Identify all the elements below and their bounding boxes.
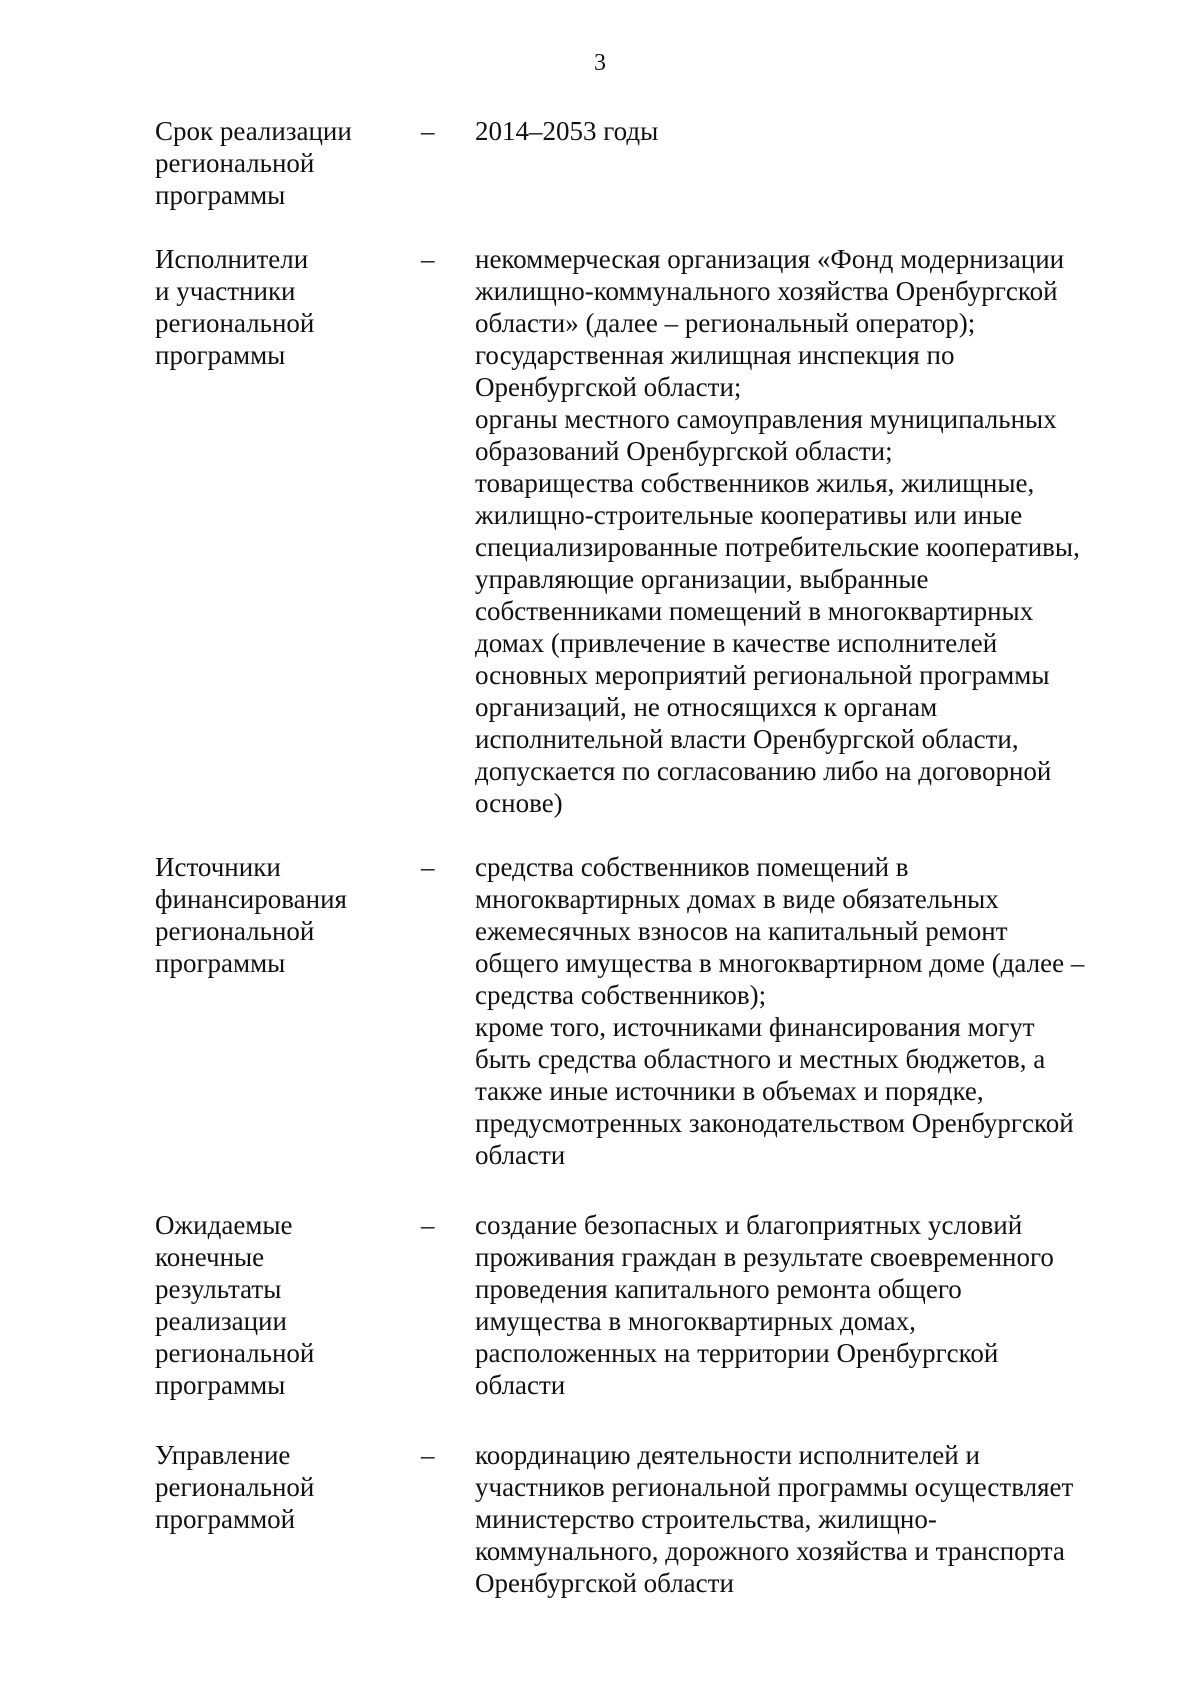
label-line: результаты <box>155 1274 282 1304</box>
value-line: участников региональной программы осуществляет <box>475 1472 1074 1502</box>
value-line: основных мероприятий региональной программы <box>475 660 1050 690</box>
value-line: государственная жилищная инспекция по <box>475 340 955 370</box>
passport-row-implementation-period <box>155 115 1130 211</box>
value-line: товарищества собственников жилья, жилищные, <box>475 468 1035 498</box>
value-line: Оренбургской области <box>475 1568 734 1598</box>
value-line: управляющие организации, выбранные <box>475 564 929 594</box>
value-line: имущества в многоквартирных домах, <box>475 1306 916 1336</box>
label-line: программы <box>155 1370 286 1400</box>
value-line: средства собственников); <box>475 980 767 1010</box>
value-line: некоммерческая организация «Фонд модернизации <box>475 244 1065 274</box>
label-line: Исполнители <box>155 244 309 274</box>
label-line: финансирования <box>155 884 347 914</box>
label-line: программы <box>155 948 286 978</box>
value-line: министерство строительства, жилищно- <box>475 1504 937 1534</box>
value-line: области» (далее – региональный оператор); <box>475 308 976 338</box>
label-line: Источники <box>155 852 281 882</box>
value-line: жилищно-строительные кооперативы или иные <box>475 500 1023 530</box>
label-line: региональной <box>155 148 315 178</box>
row-value <box>475 1439 1130 1599</box>
value-line: расположенных на территории Оренбургской <box>475 1338 999 1368</box>
row-dash: – <box>421 1440 435 1470</box>
row-value <box>475 243 1130 819</box>
row-dash: – <box>421 852 435 882</box>
value-line: коммунального, дорожного хозяйства и транспорта <box>475 1536 1065 1566</box>
value-line: ежемесячных взносов на капитальный ремонт <box>475 916 1008 946</box>
row-dash: – <box>421 244 435 274</box>
value-line: координацию деятельности исполнителей и <box>475 1440 980 1470</box>
value-line: исполнительной власти Оренбургской области, <box>475 724 1019 754</box>
label-line: программы <box>155 340 286 370</box>
label-line: Срок реализации <box>155 116 352 146</box>
value-line: допускается по согласованию либо на договорной <box>475 756 1052 786</box>
row-value <box>475 1209 1130 1401</box>
value-line: области <box>475 1140 566 1170</box>
label-line: Ожидаемые <box>155 1210 293 1240</box>
passport-row-expected-results <box>155 1209 1130 1401</box>
value-line: жилищно-коммунального хозяйства Оренбургской <box>475 276 1058 306</box>
value-line: проведения капитального ремонта общего <box>475 1274 962 1304</box>
label-line: программы <box>155 180 286 210</box>
row-dash: – <box>421 1210 435 1240</box>
label-line: региональной <box>155 1338 315 1368</box>
program-passport <box>155 115 1130 1599</box>
passport-row-program-management <box>155 1439 1130 1599</box>
value-line: 2014–2053 годы <box>475 116 659 146</box>
row-label <box>155 851 415 1171</box>
value-line: Оренбургской области; <box>475 372 742 402</box>
value-line: быть средства областного и местных бюджетов, а <box>475 1044 1046 1074</box>
value-line: собственниками помещений в многоквартирных <box>475 596 1034 626</box>
row-dash: – <box>421 116 435 146</box>
label-line: региональной <box>155 308 315 338</box>
value-line: создание безопасных и благоприятных условий <box>475 1210 1023 1240</box>
value-line: общего имущества в многоквартирном доме (далее – <box>475 948 1085 978</box>
value-line: предусмотренных законодательством Оренбургской <box>475 1108 1074 1138</box>
value-line: проживания граждан в результате своевременного <box>475 1242 1054 1272</box>
row-value <box>475 115 1130 211</box>
label-line: программой <box>155 1504 296 1534</box>
value-line: домах (привлечение в качестве исполнителей <box>475 628 998 658</box>
row-label <box>155 115 415 211</box>
passport-row-executors <box>155 243 1130 819</box>
row-label <box>155 1439 415 1599</box>
value-line: специализированные потребительские кооперативы, <box>475 532 1080 562</box>
value-line: органы местного самоуправления муниципальных <box>475 404 1057 434</box>
value-line: основе) <box>475 788 563 818</box>
label-line: конечные <box>155 1242 265 1272</box>
row-value <box>475 851 1130 1171</box>
value-line: также иные источники в объемах и порядке, <box>475 1076 984 1106</box>
passport-row-funding-sources <box>155 851 1130 1171</box>
label-line: региональной <box>155 916 315 946</box>
value-line: организаций, не относящихся к органам <box>475 692 938 722</box>
value-line: средства собственников помещений в <box>475 852 909 882</box>
value-line: образований Оренбургской области; <box>475 436 893 466</box>
label-line: Управление <box>155 1440 291 1470</box>
row-label <box>155 243 415 819</box>
label-line: и участники <box>155 276 296 306</box>
row-label <box>155 1209 415 1401</box>
value-line: кроме того, источниками финансирования могут <box>475 1012 1035 1042</box>
value-line: области <box>475 1370 566 1400</box>
label-line: реализации <box>155 1306 287 1336</box>
page-number: 3 <box>594 50 606 76</box>
label-line: региональной <box>155 1472 315 1502</box>
value-line: многоквартирных домах в виде обязательных <box>475 884 999 914</box>
